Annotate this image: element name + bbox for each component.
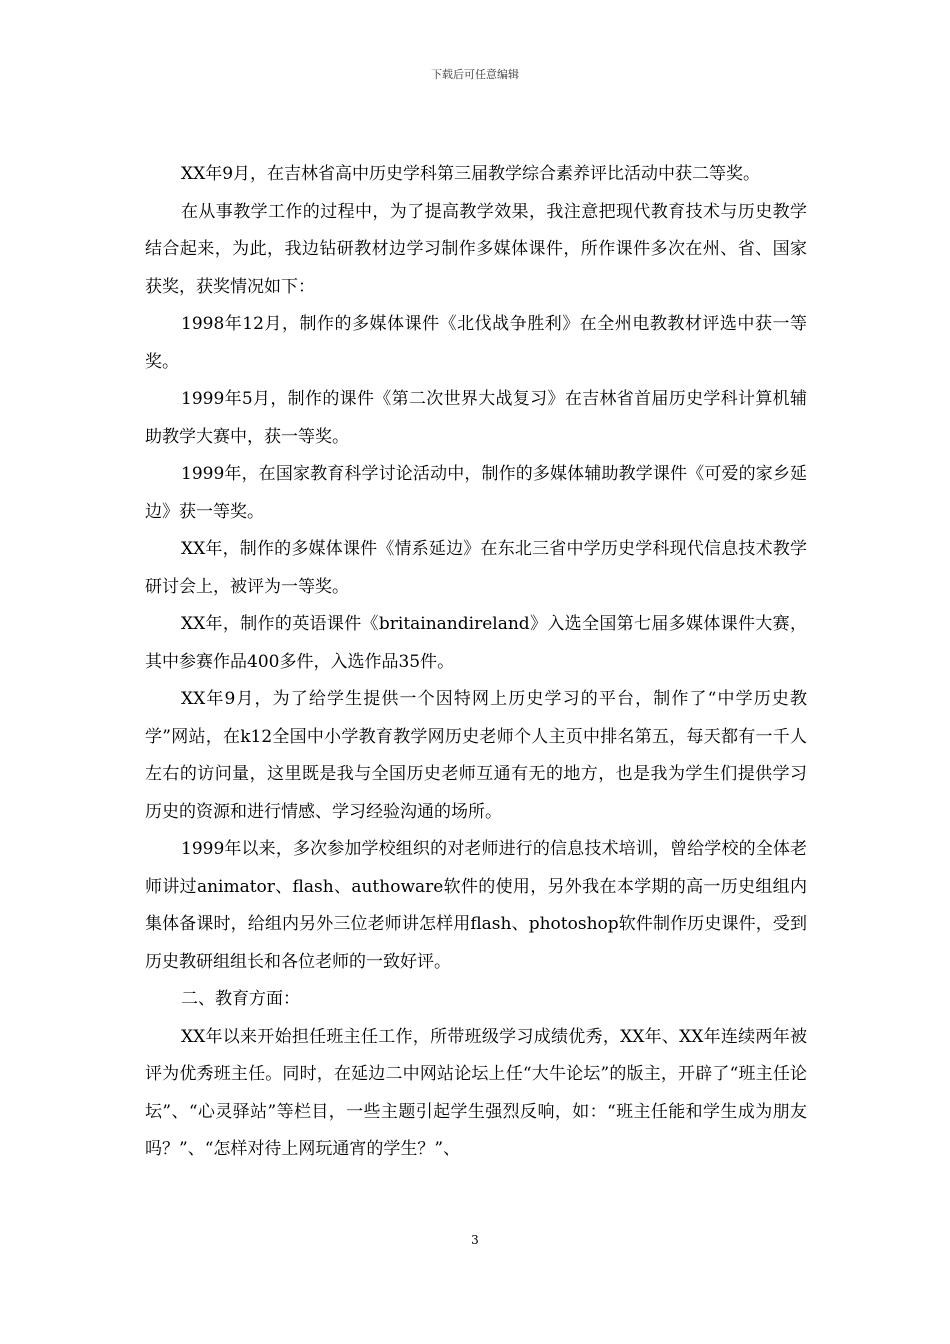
paragraph-award-2nd-prize: XX年9月，在吉林省高中历史学科第三届教学综合素养评比活动中获二等奖。 [181, 164, 761, 184]
paragraph-award-xx-english: XX年，制作的英语课件《britainandireland》入选全国第七届多媒体课件大赛，其中参赛作品400多件，入选作品35件。 [145, 614, 807, 672]
paragraph-it-training: 1999年以来，多次参加学校组织的对老师进行的信息技术培训，曾给学校的全体老师讲过animator、flash、authoware软件的使用，另外我在本学期的高一历史组组内集体备课时，给组内另外三位老师讲怎样用flash、photoshop软件制作历史课件，受到历史教研组组长和各位老师的一致好评。 [145, 839, 807, 972]
paragraph-head-teacher: XX年以来开始担任班主任工作，所带班级学习成绩优秀，XX年、XX年连续两年被评为优秀班主任。同时，在延边二中网站论坛上任“大牛论坛”的版主，开辟了“班主任论坛”、“心灵驿站”等栏目，一些主题引起学生强烈反响，如：“班主任能和学生成为朋友吗？”、“怎样对待上网玩通宵的学生？”、 [145, 1026, 807, 1159]
paragraph-award-1998: 1998年12月，制作的多媒体课件《北伐战争胜利》在全州电教教材评选中获一等奖。 [145, 314, 807, 372]
paragraph-award-1999-may: 1999年5月，制作的课件《第二次世界大战复习》在吉林省首届历史学科计算机辅助教学大赛中，获一等奖。 [145, 389, 807, 447]
paragraph-multimedia-intro: 在从事教学工作的过程中，为了提高教学效果，我注意把现代教育技术与历史教学结合起来，为此，我边钻研教材边学习制作多媒体课件，所作课件多次在州、省、国家获奖，获奖情况如下： [145, 201, 807, 297]
section-heading-education: 二、教育方面： [181, 989, 300, 1009]
document-body [145, 156, 807, 1169]
page-number: 3 [471, 1233, 479, 1247]
paragraph-website: XX年9月，为了给学生提供一个因特网上历史学习的平台，制作了“中学历史教学”网站，在k12全国中小学教育教学网历史老师个人主页中排名第五，每天都有一千人左右的访问量，这里既是我与全国历史老师互通有无的地方，也是我为学生们提供学习历史的资源和进行情感、学习经验沟通的场所。 [145, 689, 807, 822]
page-header: 下载后可任意编辑 [431, 68, 519, 81]
paragraph-award-xx-yanbian: XX年，制作的多媒体课件《情系延边》在东北三省中学历史学科现代信息技术教学研讨会上，被评为一等奖。 [145, 539, 807, 597]
paragraph-award-1999-national: 1999年，在国家教育科学讨论活动中，制作的多媒体辅助教学课件《可爱的家乡延边》获一等奖。 [145, 464, 807, 522]
